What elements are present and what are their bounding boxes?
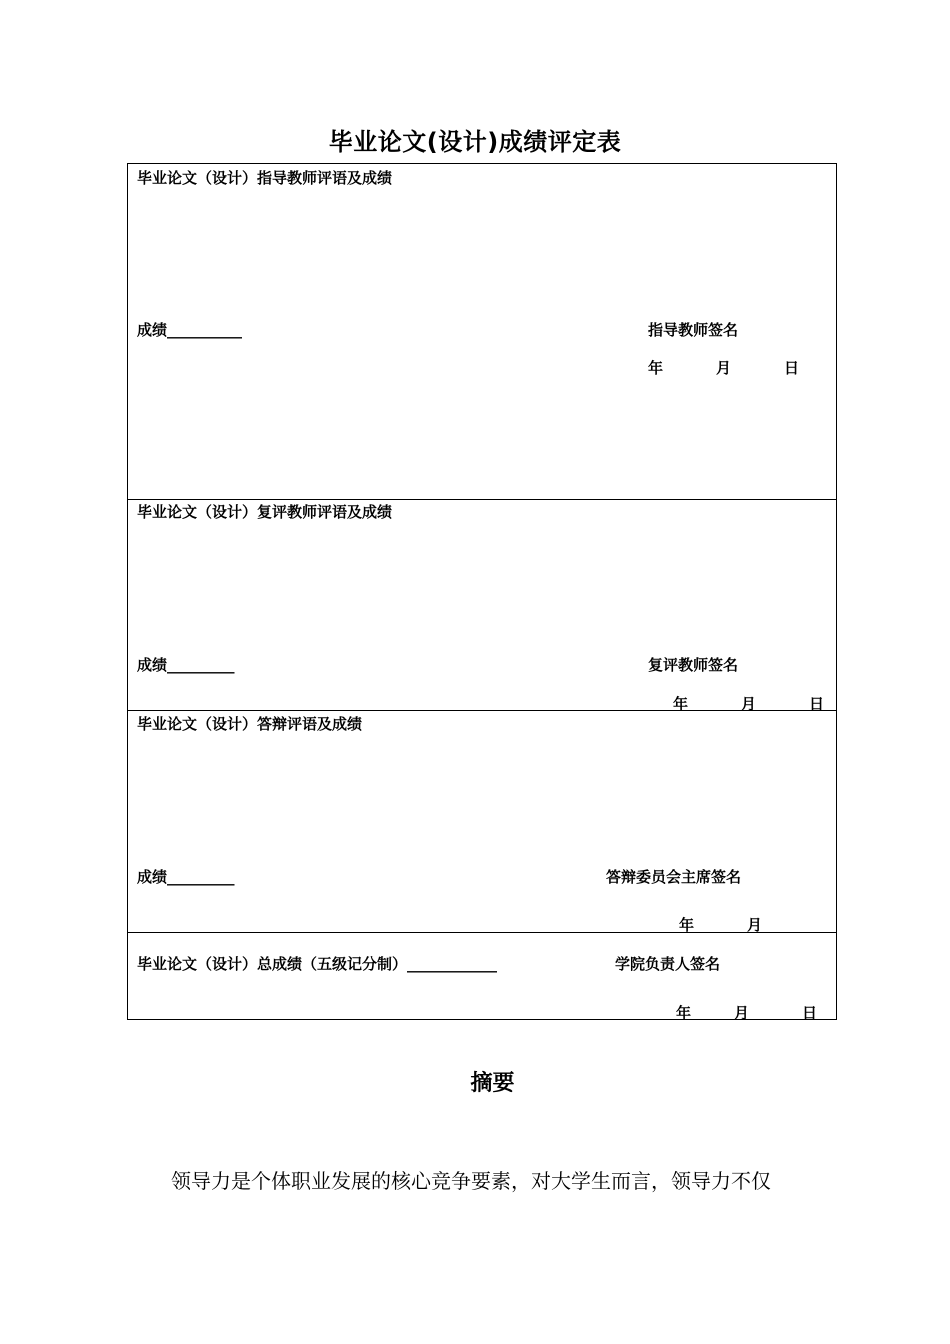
abstract-title: 摘要 [470,1071,515,1096]
reviewer-date-month: 月 [741,695,757,713]
defense-date-year: 年 [679,916,695,934]
advisor-section [127,163,837,500]
advisor-date-day: 日 [784,359,800,377]
defense-section [127,710,837,933]
defense-signature-label: 答辩委员会主席签名 [606,868,742,886]
reviewer-date-day: 日 [809,695,825,713]
reviewer-grade-label: 成绩_________ [137,656,235,674]
advisor-date [648,357,799,378]
total-date-month: 月 [734,1004,750,1022]
reviewer-heading: 毕业论文（设计）复评教师评语及成绩 [137,503,393,521]
advisor-grade-label: 成绩__________ [137,321,243,339]
abstract-first-line: 领导力是个体职业发展的核心竞争要素，对大学生而言，领导力不仅 [171,1169,771,1193]
defense-heading: 毕业论文（设计）答辩评语及成绩 [137,715,363,733]
defense-date-month: 月 [747,916,763,934]
total-signature-label: 学院负责人签名 [615,955,721,973]
advisor-heading: 毕业论文（设计）指导教师评语及成绩 [137,169,393,187]
total-date [676,1002,817,1023]
total-date-day: 日 [802,1004,818,1022]
defense-grade-label: 成绩_________ [137,868,235,886]
reviewer-signature-label: 复评教师签名 [648,656,739,674]
form-title: 毕业论文(设计)成绩评定表 [328,128,622,156]
total-section [127,932,837,1020]
total-heading: 毕业论文（设计）总成绩（五级记分制）____________ [137,955,498,973]
total-date-year: 年 [676,1004,692,1022]
advisor-signature-label: 指导教师签名 [648,321,739,339]
advisor-date-month: 月 [716,359,732,377]
advisor-date-year: 年 [648,359,664,377]
reviewer-date-year: 年 [673,695,689,713]
reviewer-section [127,499,837,711]
